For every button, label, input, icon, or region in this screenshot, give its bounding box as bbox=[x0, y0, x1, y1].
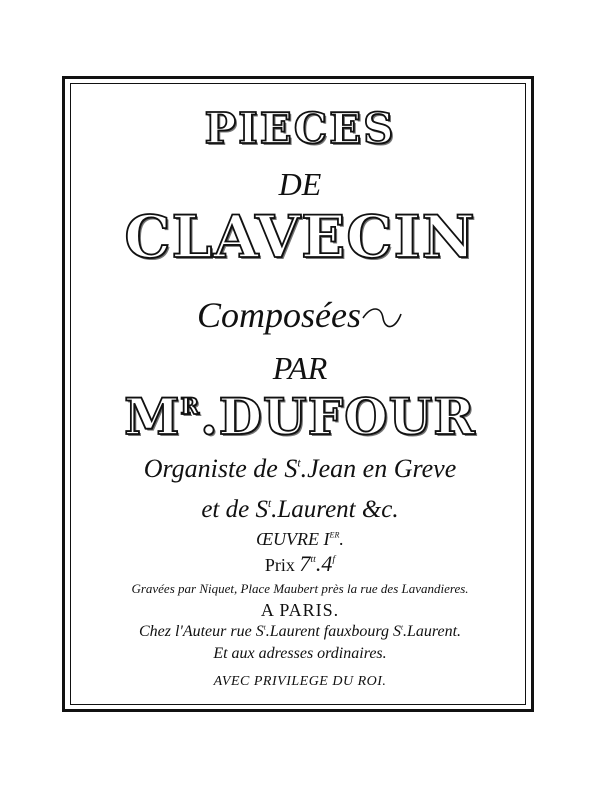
price-value bbox=[299, 551, 335, 576]
flourish-ornament bbox=[361, 304, 403, 334]
title-clavecin: CLAVECIN bbox=[124, 203, 476, 271]
address-line bbox=[0, 624, 600, 640]
author-prefix-sup: R bbox=[180, 393, 201, 420]
position-line-2-start: et de S bbox=[201, 496, 268, 523]
price-label: Prix bbox=[264, 555, 295, 575]
author-prefix: M bbox=[124, 387, 181, 446]
title-pieces: PIECES bbox=[204, 104, 396, 153]
composees-text: Composées bbox=[197, 295, 361, 335]
position-line-1-start: Organiste de S bbox=[143, 454, 298, 483]
position-line-2-end: .Laurent &c. bbox=[271, 496, 399, 523]
address-end: .Laurent. bbox=[402, 623, 462, 640]
opus-text: ŒUVRE I bbox=[256, 529, 330, 549]
position-line-2 bbox=[0, 497, 600, 522]
engraver-line: Gravées par Niquet, Place Maubert près la rue des Lavandieres. bbox=[131, 581, 469, 596]
position-line-1-sup: t bbox=[297, 456, 301, 470]
position-line-1-end: .Jean en Greve bbox=[300, 454, 457, 483]
author-surname: .DUFOUR bbox=[200, 387, 476, 446]
address-sup-2: t bbox=[400, 623, 403, 632]
par-line: PAR bbox=[272, 350, 328, 386]
elsewhere-line: Et aux adresses ordinaires. bbox=[213, 645, 387, 662]
opus-line bbox=[0, 530, 600, 548]
price-livres-sup: tt bbox=[310, 554, 316, 566]
price-livres: 7 bbox=[299, 551, 311, 576]
price-sols-sup: f bbox=[332, 554, 336, 566]
opus-end: . bbox=[339, 529, 344, 549]
author-name bbox=[0, 387, 600, 446]
price-line bbox=[0, 553, 600, 575]
position-line-1 bbox=[0, 456, 600, 482]
address-sup-1: t bbox=[263, 623, 266, 632]
address-middle: .Laurent fauxbourg S bbox=[265, 623, 401, 640]
composees-line bbox=[0, 297, 600, 334]
position-line-2-sup: t bbox=[267, 497, 272, 510]
title-de: DE bbox=[278, 166, 322, 202]
price-sols: .4 bbox=[315, 551, 333, 576]
address-start: Chez l'Auteur rue S bbox=[138, 623, 264, 640]
privilege-line: AVEC PRIVILEGE DU ROI. bbox=[213, 674, 387, 689]
opus-sup: ER bbox=[329, 530, 340, 540]
city-line: A PARIS. bbox=[260, 600, 340, 620]
